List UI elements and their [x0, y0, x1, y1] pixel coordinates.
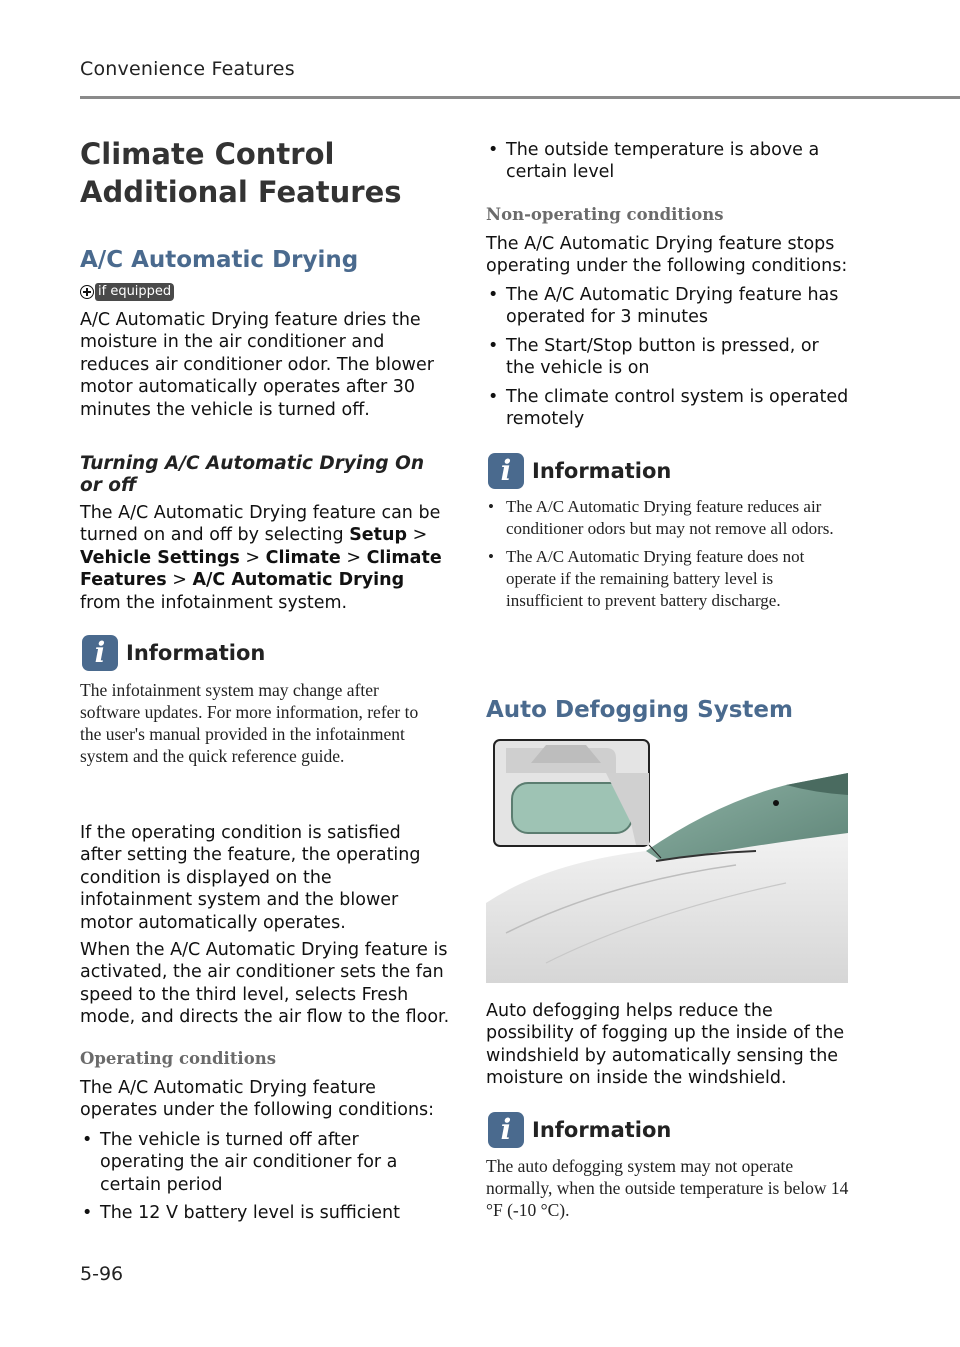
section-title: [80, 135, 402, 211]
list-item: • The Start/Stop button is pressed, or the vehicle is on: [486, 335, 851, 380]
section-title-line-2: Additional Features: [80, 175, 402, 209]
list-item: • The A/C Automatic Drying feature reduces air conditioner odors but may not remove all odors.: [486, 496, 851, 540]
plus-circle-icon: [80, 285, 94, 299]
header-rule: [80, 96, 960, 99]
non-operating-conditions-intro: The A/C Automatic Drying feature stops operating under the following conditions:: [486, 234, 848, 277]
operating-conditions-list-continued: [486, 139, 851, 190]
info-box-3-header: [488, 1112, 671, 1148]
equipped-badge: [80, 283, 174, 301]
menu-climate-features: Climate Features: [80, 547, 442, 591]
operating-conditions-list: [80, 1129, 442, 1231]
running-header: Convenience Features: [80, 58, 295, 80]
menu-separator: >: [340, 547, 367, 568]
auto-defog-text: Auto defogging helps reduce the possibility of fogging up the inside of the windshield by automatically sensing the moisture on inside the windshield.: [486, 1001, 845, 1089]
list-item: • The A/C Automatic Drying feature has operated for 3 minutes: [486, 284, 851, 329]
list-item: • The A/C Automatic Drying feature does not operate if the remaining battery level is insufficient to prevent battery discharge.: [486, 546, 851, 612]
operating-conditions-intro: The A/C Automatic Drying feature operates under the following conditions:: [80, 1078, 435, 1121]
menu-separator: >: [166, 570, 193, 591]
section-title-line-1: Climate Control: [80, 137, 335, 171]
turning-text: [80, 502, 442, 614]
ac-drying-intro: A/C Automatic Drying feature dries the moisture in the air conditioner and reduces air conditioner odor. The blower motor automatically operates after 30 minutes the vehicle is turned off.: [80, 310, 434, 420]
menu-setup: Setup: [349, 525, 408, 546]
non-operating-conditions-list: [486, 284, 851, 436]
info-icon: i: [82, 635, 118, 671]
page-number: 5-96: [80, 1263, 124, 1285]
non-operating-conditions-title: Non-operating conditions: [486, 205, 724, 224]
info-icon: i: [488, 1112, 524, 1148]
info-label: Information: [532, 1118, 672, 1142]
auto-defog-title: Auto Defogging System: [486, 697, 793, 723]
para-activated: When the A/C Automatic Drying feature is activated, the air conditioner sets the fan speed to the third level, selects Fresh mode, and directs the air flow to the floor.: [80, 940, 450, 1028]
turning-text-end: from the infotainment system.: [80, 592, 348, 613]
menu-vehicle-settings: Vehicle Settings: [80, 547, 240, 568]
windshield-sensor-illustration: [486, 733, 848, 983]
list-item: • The vehicle is turned off after operating the air conditioner for a certain period: [80, 1129, 442, 1196]
info-box-1-header: [82, 635, 265, 671]
info-box-3-text: The auto defogging system may not operate normally, when the outside temperature is below 14 °F (-10 °C).: [486, 1156, 849, 1220]
info-icon: i: [488, 453, 524, 489]
menu-climate: Climate: [265, 547, 341, 568]
operating-conditions-title: Operating conditions: [80, 1049, 276, 1068]
turning-text-start: The A/C Automatic Drying feature can be turned on and off by selecting: [80, 503, 441, 546]
equipped-badge-label: if equipped: [95, 283, 174, 301]
list-item: • The climate control system is operated remotely: [486, 386, 851, 431]
info-box-1-text: The infotainment system may change after software updates. For more information, refer to the user's manual provided in the infotainment system and the quick reference guide.: [80, 680, 419, 766]
ac-drying-title: A/C Automatic Drying: [80, 247, 359, 273]
turning-title: Turning A/C Automatic Drying On or off: [80, 453, 425, 496]
list-item: • The 12 V battery level is sufficient: [80, 1202, 442, 1224]
menu-separator: >: [239, 547, 266, 568]
info-label: Information: [126, 641, 266, 665]
info-label: Information: [532, 459, 672, 483]
menu-separator: >: [407, 525, 428, 546]
menu-ac-automatic-drying: A/C Automatic Drying: [192, 570, 405, 591]
list-item: • The outside temperature is above a certain level: [486, 139, 851, 184]
info-box-2-list: [486, 496, 851, 618]
para-satisfied: If the operating condition is satisfied after setting the feature, the operating condition is displayed on the infotainment system and the blower motor automatically operates.: [80, 823, 421, 933]
info-box-2-header: [488, 453, 671, 489]
